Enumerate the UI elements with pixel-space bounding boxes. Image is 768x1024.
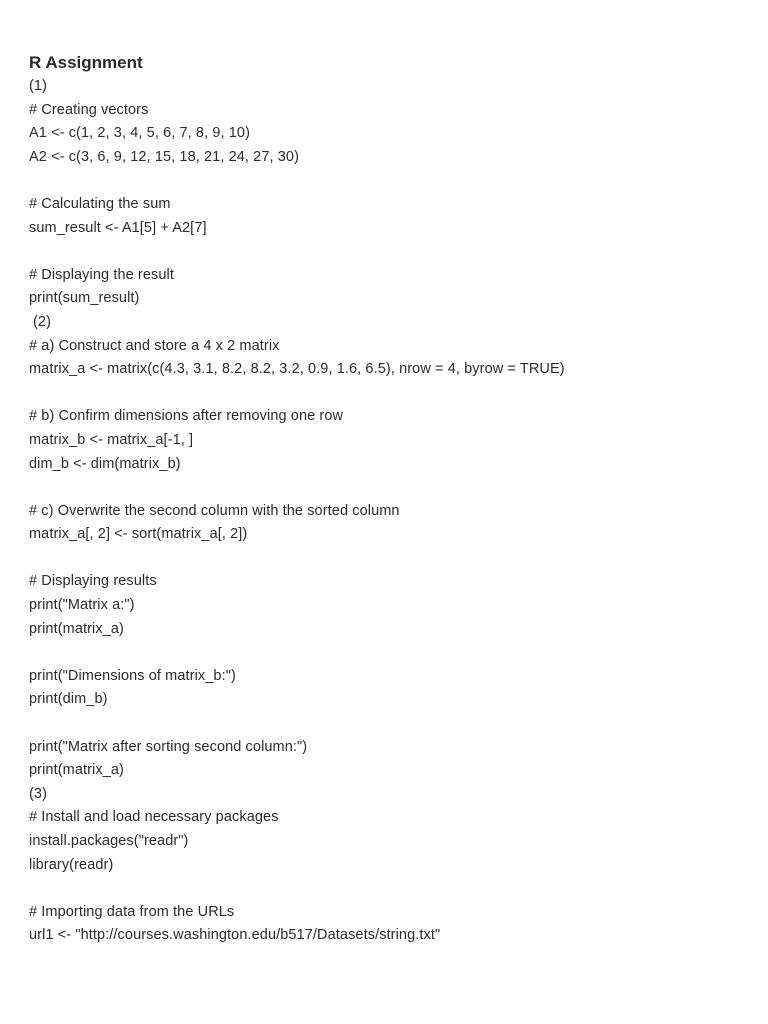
code-line: url1 <- "http://courses.washington.edu/b517/Datasets/string.txt"	[29, 927, 441, 944]
section-label-3: (3)	[29, 785, 48, 802]
code-comment: # Install and load necessary packages	[29, 809, 279, 826]
code-line: sum_result <- A1[5] + A2[7]	[29, 219, 207, 236]
code-comment: # Displaying the result	[29, 266, 174, 283]
code-line: A1 <- c(1, 2, 3, 4, 5, 6, 7, 8, 9, 10)	[29, 125, 251, 142]
blank-line	[29, 641, 740, 665]
section-label-2: (2)	[33, 313, 52, 330]
code-comment: # Calculating the sum	[29, 195, 171, 212]
code-comment: # Importing data from the URLs	[29, 903, 235, 920]
code-line: A2 <- c(3, 6, 9, 12, 15, 18, 21, 24, 27, 30)	[29, 148, 300, 165]
code-line: install.packages("readr")	[29, 833, 189, 849]
code-line: matrix_a[, 2] <- sort(matrix_a[, 2])	[29, 526, 248, 543]
blank-line	[29, 476, 740, 500]
code-line: print("Dimensions of matrix_b:")	[29, 667, 236, 684]
code-line: matrix_b <- matrix_a[-1, ]	[29, 431, 194, 448]
code-comment: # Displaying results	[29, 573, 157, 590]
code-line: print(dim_b)	[29, 691, 108, 708]
code-comment: # a) Construct and store a 4 x 2 matrix	[29, 337, 280, 354]
blank-line	[29, 169, 740, 193]
code-comment: # Creating vectors	[29, 101, 149, 118]
blank-line	[29, 240, 740, 264]
blank-line	[29, 877, 740, 901]
blank-line	[29, 712, 740, 736]
code-comment: # b) Confirm dimensions after removing one row	[29, 408, 344, 425]
code-line: print(sum_result)	[29, 290, 140, 307]
section-label-1: (1)	[29, 78, 48, 94]
blank-line	[29, 547, 740, 571]
document-title: R Assignment	[29, 53, 143, 72]
code-comment: # c) Overwrite the second column with the sorted column	[29, 502, 400, 519]
code-line: print(matrix_a)	[29, 620, 124, 637]
code-line: library(readr)	[29, 856, 114, 873]
blank-line	[29, 382, 740, 406]
code-line: print("Matrix after sorting second column:")	[29, 738, 308, 755]
code-line: print("Matrix a:")	[29, 597, 135, 614]
code-line: matrix_a <- matrix(c(4.3, 3.1, 8.2, 8.2, 3.2, 0.9, 1.6, 6.5), nrow = 4, byrow = TRUE)	[29, 361, 565, 378]
code-line: print(matrix_a)	[29, 762, 124, 779]
code-line: dim_b <- dim(matrix_b)	[29, 455, 181, 472]
